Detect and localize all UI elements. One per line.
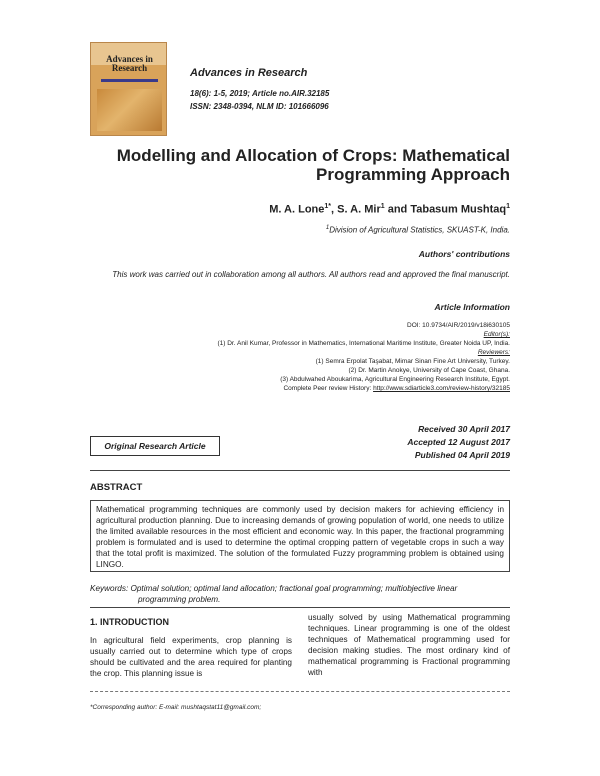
cover-title: Advances in Research xyxy=(106,54,153,73)
issn-line: ISSN: 2348-0394, NLM ID: 101666096 xyxy=(190,102,329,111)
divider xyxy=(90,607,510,608)
author-list xyxy=(269,203,510,216)
review-history-label: Complete Peer review History: xyxy=(283,385,374,392)
intro-column-1: In agricultural field experiments, crop planning is usually carried out to determine which type of crops should be cultivated and the area required for planting the crop. This planning issue is xyxy=(90,636,292,678)
author-3: Tabasum Mushtaq xyxy=(410,203,507,216)
contributions-text: This work was carried out in collaboration among all authors. All authors read and approved the final manuscript. xyxy=(112,270,510,279)
intro-column-2: usually solved by using Mathematical programming techniques. Linear programming is one of the oldest techniques of Mathematical programming used for decision making studies. The most ordinary kind of mathematical programming is Fractional programming with xyxy=(308,613,510,677)
reviewer-2: (2) Dr. Martin Anokye, University of Cape Coast, Ghana. xyxy=(348,367,510,374)
corresponding-author-footnote: *Corresponding author: E-mail: mushtaqstat11@gmail.com; xyxy=(90,704,262,711)
doi: DOI: 10.9734/AIR/2019/v18i630105 xyxy=(407,322,510,329)
author-sep: and xyxy=(384,203,411,216)
date-received: Received 30 April 2017 xyxy=(418,424,510,434)
abstract-heading: ABSTRACT xyxy=(90,482,143,493)
author-2-sup: 1 xyxy=(380,203,385,210)
reviewer-1: (1) Semra Erpolat Taşabat, Mimar Sinan Fine Art University, Turkey. xyxy=(315,358,510,365)
paper-title-line1: Modelling and Allocation of Crops: Mathematical xyxy=(116,146,510,165)
paper-title-line2: Programming Approach xyxy=(316,165,510,184)
keywords xyxy=(90,583,510,605)
author-1-sup: 1* xyxy=(324,203,332,210)
footnote-divider xyxy=(90,691,510,692)
contributions-heading: Authors' contributions xyxy=(418,249,510,259)
journal-name: Advances in Research xyxy=(190,67,308,79)
affiliation-text: Division of Agricultural Statistics, SKUAST-K, India. xyxy=(329,225,510,235)
article-type-box: Original Research Article xyxy=(90,436,220,456)
article-info-heading: Article Information xyxy=(434,302,510,312)
keywords-line1: Keywords: Optimal solution; optimal land allocation; fractional goal programming; multiobjective linear xyxy=(90,584,458,593)
divider xyxy=(90,470,510,471)
reviewers-label: Reviewers: xyxy=(477,349,510,356)
author-1: M. A. Lone xyxy=(269,203,325,216)
author-sep: , xyxy=(331,203,338,216)
review-history xyxy=(283,385,510,393)
date-accepted: Accepted 12 August 2017 xyxy=(407,437,510,447)
intro-heading: 1. INTRODUCTION xyxy=(90,617,170,627)
reviewer-3: (3) Abdulwahed Aboukarima, Agricultural Engineering Research Institute, Egypt. xyxy=(280,376,510,383)
author-2: S. A. Mir xyxy=(337,203,381,216)
paper-title xyxy=(90,146,510,184)
keywords-line2: programming problem. xyxy=(138,595,221,604)
date-published: Published 04 April 2019 xyxy=(414,450,510,460)
citation-line: 18(6): 1-5, 2019; Article no.AIR.32185 xyxy=(190,89,330,98)
affiliation-sup: 1 xyxy=(325,225,330,231)
abstract-text: Mathematical programming techniques are commonly used by decision makers for achieving efficiency in agricultural production planning. Due to increasing demands of growing population of world, one needs to utilize the limited available resources in the most efficient and economic way. In this paper, the fractional programming problem is formulated and is used to determine the optimal cropping pattern of vegetable crops in such a way that the total profit is maximized. The solution of the formulated Fuzzy programming problem is obtained using LINGO. xyxy=(90,500,510,572)
affiliation xyxy=(326,225,510,235)
review-history-link[interactable]: http://www.sdiarticle3.com/review-history/32185 xyxy=(373,385,510,392)
author-3-sup: 1 xyxy=(506,203,510,210)
editor-1: (1) Dr. Anil Kumar, Professor in Mathematics, International Maritime Institute, Greater Noida UP, India. xyxy=(217,340,510,347)
journal-cover-image xyxy=(90,42,167,136)
editors-label: Editor(s): xyxy=(483,331,510,338)
